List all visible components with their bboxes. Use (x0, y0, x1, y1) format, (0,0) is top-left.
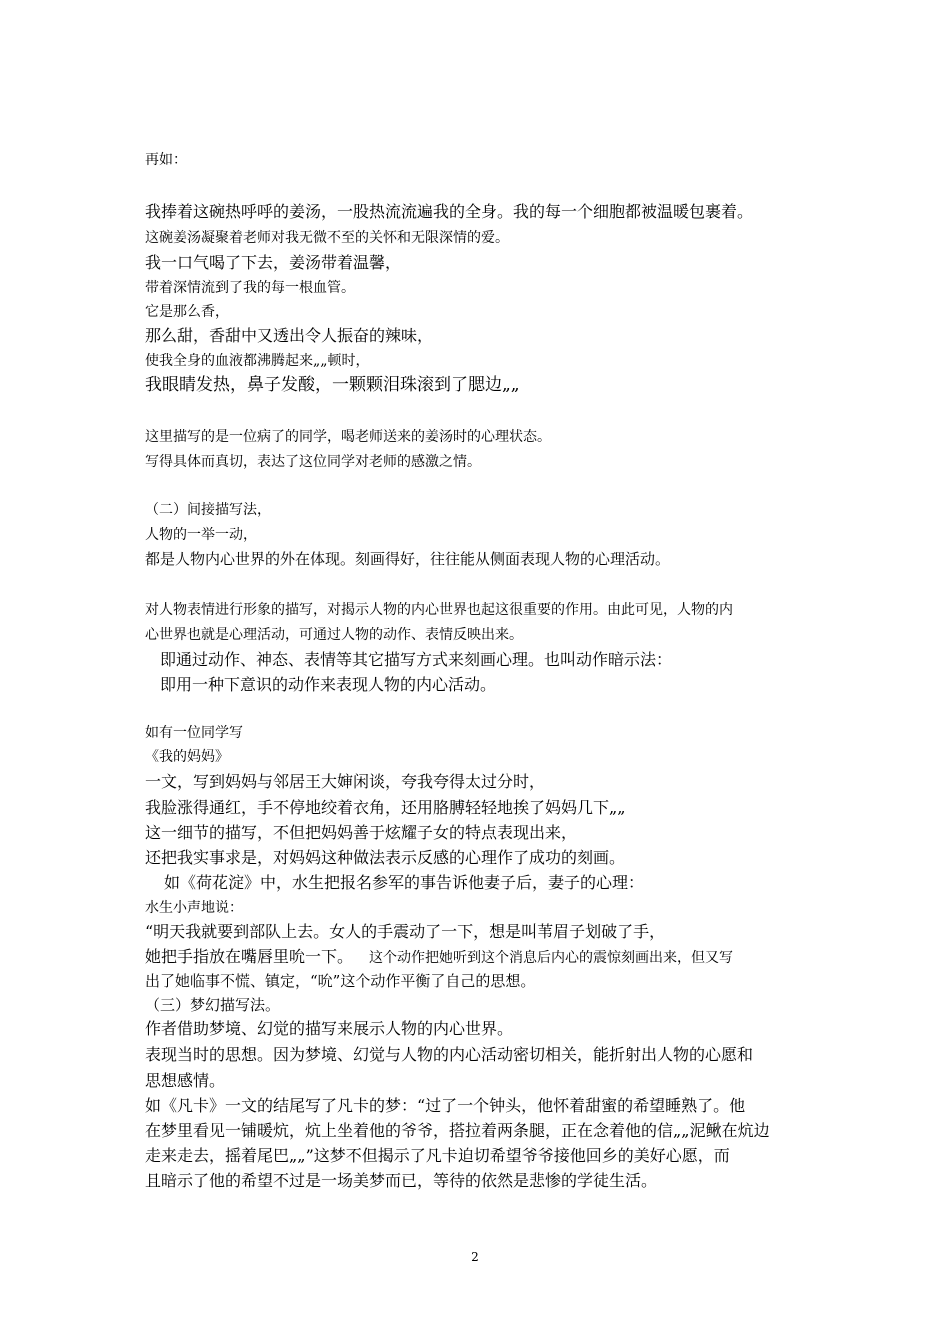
text-line: 这碗姜汤凝聚着老师对我无微不至的关怀和无限深情的爱。 (145, 230, 509, 246)
text-line: 还把我实事求是，对妈妈这种做法表示反感的心理作了成功的刻画。 (145, 848, 626, 867)
text-span: 她把手指放在嘴唇里吮一下。 (145, 947, 354, 966)
text-line: 在梦里看见一铺暖炕，炕上坐着他的爷爷，搭拉着两条腿，正在念着他的信„„泥鳅在炕边 (145, 1121, 770, 1140)
text-line: 且暗示了他的希望不过是一场美梦而已，等待的依然是悲惨的学徒生活。 (145, 1171, 658, 1190)
text-line: 对人物表情进行形象的描写，对揭示人物的内心世界也起这很重要的作用。由此可见，人物的内 (145, 602, 733, 618)
text-line: 我脸涨得通红，手不停地绞着衣角，还用胳膊轻轻地挨了妈妈几下„„ (145, 798, 626, 817)
text-line: 带着深情流到了我的每一根血管。 (145, 280, 355, 296)
text-line: 即用一种下意识的动作来表现人物的内心活动。 (160, 675, 497, 694)
text-span: 这个动作把她听到这个消息后内心的震惊刻画出来，但又写 (369, 950, 734, 966)
text-line: 如《荷花淀》中，水生把报名参军的事告诉他妻子后，妻子的心理： (164, 873, 645, 892)
text-line: 我一口气喝了下去，姜汤带着温馨， (145, 253, 402, 272)
text-line: 走来走去，摇着尾巴„„”这梦不但揭示了凡卡迫切希望爷爷接他回乡的美好心愿，而 (145, 1146, 730, 1165)
text-line: 使我全身的血液都沸腾起来„„顿时， (145, 353, 370, 369)
text-line: 这里描写的是一位病了的同学，喝老师送来的姜汤时的心理状态。 (145, 429, 551, 445)
text-line: 写得具体而真切，表达了这位同学对老师的感激之情。 (145, 454, 481, 470)
text-line: 它是那么香， (145, 304, 229, 320)
text-line: 出了她临事不慌、镇定，“吮”这个动作平衡了自己的思想。 (145, 972, 536, 990)
section-heading: （二）间接描写法， (145, 502, 271, 518)
text-line: “明天我就要到部队上去。女人的手震动了一下，想是叫苇眉子划破了手， (145, 922, 666, 941)
section-heading: （三）梦幻描写法。 (145, 996, 281, 1014)
text-line: 如有一位同学写 (145, 725, 243, 741)
text-line: 思想感情。 (145, 1071, 226, 1090)
text-line (145, 949, 733, 965)
text-span: 我捧着这碗热呼呼的姜汤，一股热流流遍我的全身。我的每一个细胞都被温暖包裹着。 (145, 202, 754, 221)
text-line: 这一细节的描写，不但把妈妈善于炫耀子女的特点表现出来， (145, 823, 578, 842)
text-line: 都是人物内心世界的外在体现。刻画得好，往往能从侧面表现人物的心理活动。 (145, 550, 671, 568)
text-line: 再如： (145, 152, 187, 168)
text-line: 作者借助梦境、幻觉的描写来展示人物的内心世界。 (145, 1019, 514, 1038)
text-line: 心世界也就是心理活动，可通过人物的动作、表情反映出来。 (145, 627, 523, 643)
text-line: 我眼睛发热，鼻子发酸，一颗颗泪珠滚到了腮边„„ (145, 375, 520, 395)
text-line: 表现当时的思想。因为梦境、幻觉与人物的内心活动密切相关，能折射出人物的心愿和 (145, 1045, 754, 1064)
text-line: 即通过动作、神态、表情等其它描写方式来刻画心理。也叫动作暗示法： (160, 650, 673, 669)
text-line: 《我的妈妈》 (145, 749, 229, 765)
page-number: 2 (471, 1250, 479, 1264)
text-line: 水生小声地说： (145, 900, 243, 916)
text-line: 人物的一举一动， (145, 527, 257, 543)
text-line: 那么甜，香甜中又透出令人振奋的辣味， (145, 326, 434, 345)
text-line (145, 204, 753, 220)
text-line: 一文，写到妈妈与邻居王大婶闲谈，夸我夸得太过分时， (145, 772, 546, 791)
text-line: 如《凡卡》一文的结尾写了凡卡的梦：“过了一个钟头，他怀着甜蜜的希望睡熟了。他 (145, 1096, 746, 1115)
